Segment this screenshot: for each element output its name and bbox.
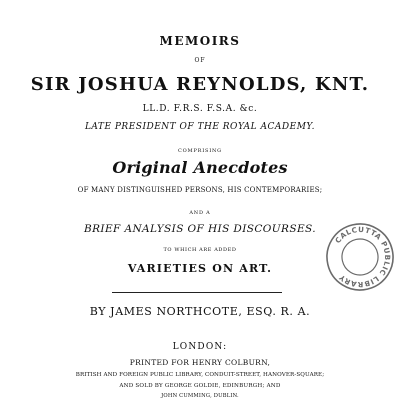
position-line: LATE PRESIDENT OF THE ROYAL ACADEMY. [84,122,316,132]
imprint-city: LONDON: [172,342,228,352]
of-line: OF [194,57,206,64]
anecdotes-subtitle: OF MANY DISTINGUISHED PERSONS, HIS CONTEMPORARIES; [77,186,323,194]
to-which-line: TO WHICH ARE ADDED [163,247,237,253]
subject-name: SIR JOSHUA REYNOLDS, KNT. [30,74,370,95]
memoirs-heading: MEMOIRS [159,34,241,48]
stamp-text: CALCUTTA PUBLIC LIBRARY [333,224,393,290]
analysis-line: BRIEF ANALYSIS OF HIS DISCOURSES. [84,223,316,235]
varieties-line: VARIETIES ON ART. [127,262,273,275]
separator-rule [112,292,282,293]
and-a-line: AND A [189,210,211,216]
anecdotes-title: Original Anecdotes [112,158,288,177]
author-line: BY JAMES NORTHCOTE, ESQ. R. A. [89,305,311,318]
imprint-printer: PRINTED FOR HENRY COLBURN, [129,358,271,367]
imprint-sold-by: AND SOLD BY GEORGE GOLDIE, EDINBURGH; AND [119,383,281,389]
honors-line: LL.D. F.R.S. F.S.A. &c. [142,104,258,114]
comprising-line: COMPRISING [178,148,222,154]
imprint-library: BRITISH AND FOREIGN PUBLIC LIBRARY, CONDUIT-STREET, HANOVER-SQUARE; [75,372,325,378]
imprint-dublin: JOHN CUMMING, DUBLIN. [161,393,239,399]
